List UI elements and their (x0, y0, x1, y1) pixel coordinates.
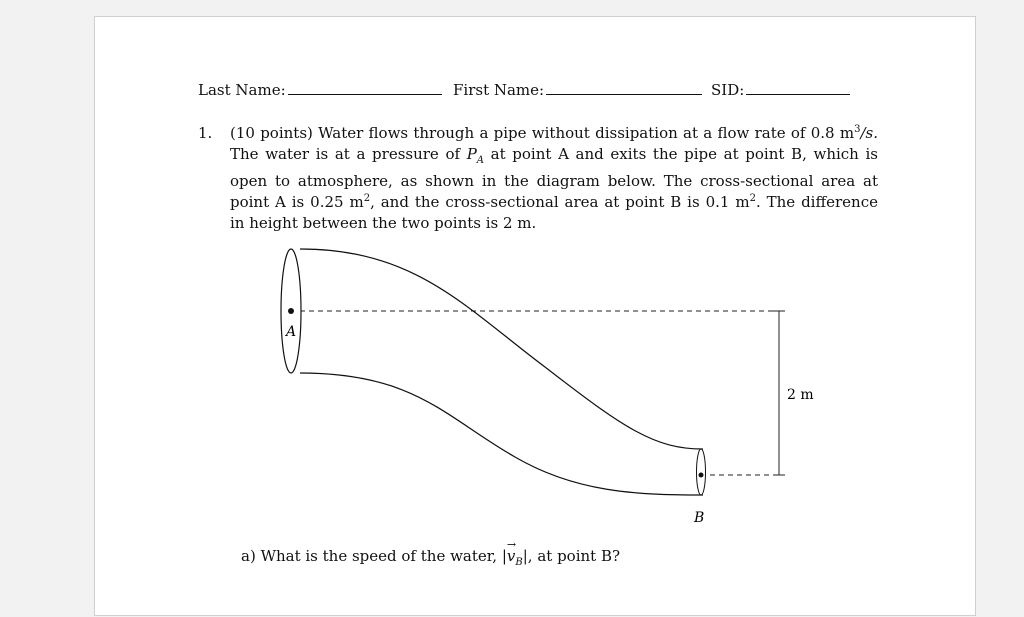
velocity-vector-symbol: → v (506, 538, 517, 565)
statement-height: The difference in height between the two points is 2 m. (230, 193, 878, 232)
sid-label: SID: (711, 81, 745, 99)
pipe-diagram (95, 17, 975, 617)
point-b-marker (699, 473, 704, 478)
pipe-outlet-ellipse (697, 449, 706, 495)
question-a: a) What is the speed of the water, | → $v_B|$, at point B? (241, 538, 621, 568)
point-a-label: A (286, 324, 297, 340)
point-b-label: B (694, 510, 705, 526)
first-name-label: First Name: (453, 81, 545, 99)
last-name-label: Last Name: (198, 81, 286, 99)
point-a-marker (288, 308, 294, 314)
statement-pressure: The water is at a pressure of $P_A$ at point A and exits the pipe at point B, which is open to atmosphere, as shown in the diagram below. (230, 145, 878, 190)
problem-points: (10 points) (230, 124, 313, 142)
problem-number: 1. (198, 124, 213, 142)
worksheet-page (94, 16, 976, 616)
statement-flow-rate: Water flows through a pipe without dissipation at a flow rate of 0.8 $m^3/s$. (318, 124, 878, 142)
pipe-upper-wall (300, 249, 703, 449)
statement-areas: The cross-sectional area at point A is 0.25 $m^2$, and the cross-sectional area at point B is 0.1 $m^2$. (230, 172, 878, 211)
height-label: 2 m (787, 387, 814, 403)
